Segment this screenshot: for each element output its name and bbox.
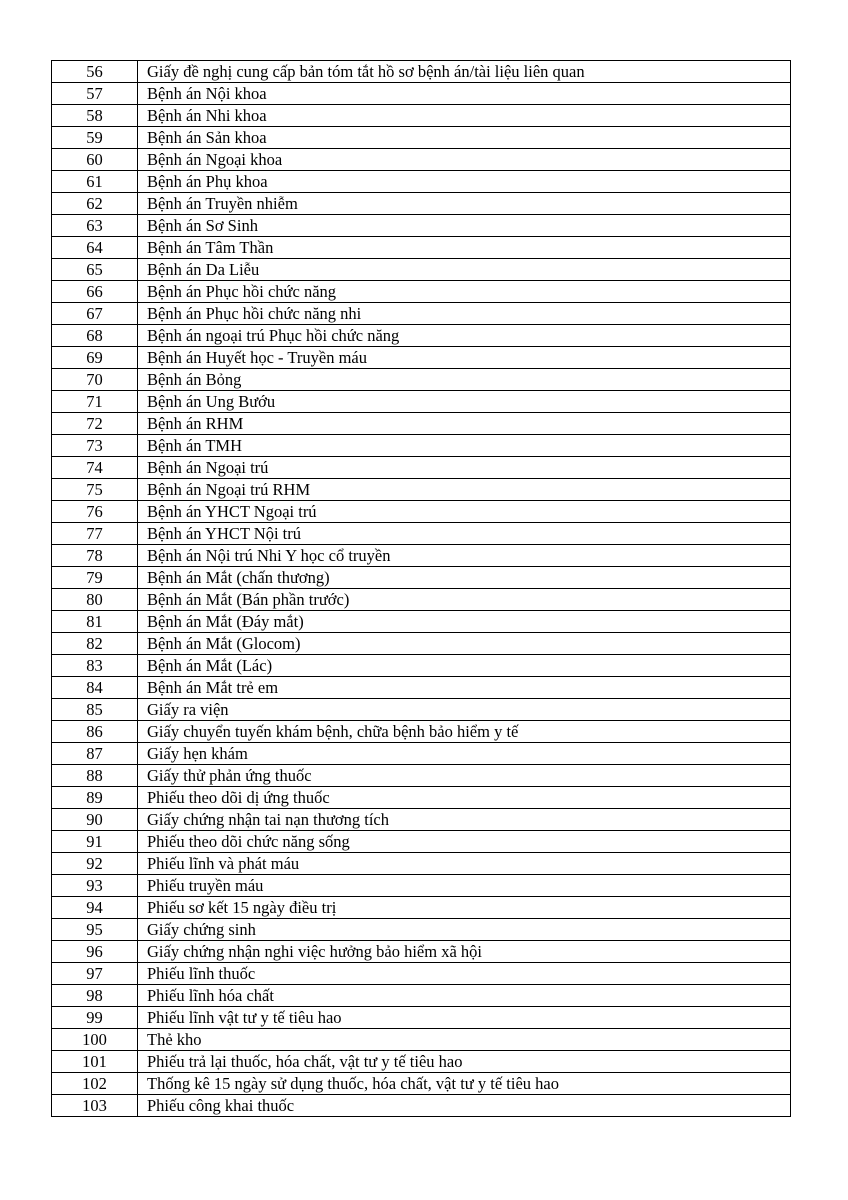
form-name-cell: Bệnh án Sản khoa [138, 127, 791, 149]
row-number-cell: 56 [52, 61, 138, 83]
table-row [52, 699, 791, 721]
table-row [52, 897, 791, 919]
row-number-cell: 66 [52, 281, 138, 303]
table-row [52, 677, 791, 699]
row-number-cell: 61 [52, 171, 138, 193]
row-number-cell: 62 [52, 193, 138, 215]
form-name-cell: Bệnh án YHCT Nội trú [138, 523, 791, 545]
form-name-cell: Bệnh án TMH [138, 435, 791, 457]
form-name-cell: Phiếu theo dõi dị ứng thuốc [138, 787, 791, 809]
form-name-cell: Bệnh án Nội trú Nhi Y học cổ truyền [138, 545, 791, 567]
form-name-cell: Bệnh án Ngoại khoa [138, 149, 791, 171]
table-row [52, 457, 791, 479]
table-row [52, 611, 791, 633]
table-row [52, 325, 791, 347]
table-row [52, 171, 791, 193]
form-name-cell: Giấy hẹn khám [138, 743, 791, 765]
table-row [52, 105, 791, 127]
table-row [52, 413, 791, 435]
form-list-table-body [52, 61, 791, 1117]
table-row [52, 61, 791, 83]
row-number-cell: 93 [52, 875, 138, 897]
table-row [52, 369, 791, 391]
table-row [52, 567, 791, 589]
row-number-cell: 71 [52, 391, 138, 413]
row-number-cell: 88 [52, 765, 138, 787]
form-name-cell: Phiếu truyền máu [138, 875, 791, 897]
row-number-cell: 99 [52, 1007, 138, 1029]
row-number-cell: 73 [52, 435, 138, 457]
row-number-cell: 59 [52, 127, 138, 149]
form-name-cell: Bệnh án Mắt trẻ em [138, 677, 791, 699]
row-number-cell: 78 [52, 545, 138, 567]
form-name-cell: Bệnh án Tâm Thần [138, 237, 791, 259]
row-number-cell: 86 [52, 721, 138, 743]
form-name-cell: Bệnh án Ngoại trú [138, 457, 791, 479]
table-row [52, 985, 791, 1007]
table-row [52, 787, 791, 809]
row-number-cell: 60 [52, 149, 138, 171]
row-number-cell: 92 [52, 853, 138, 875]
row-number-cell: 69 [52, 347, 138, 369]
form-name-cell: Phiếu theo dõi chức năng sống [138, 831, 791, 853]
form-name-cell: Bệnh án Ngoại trú RHM [138, 479, 791, 501]
table-row [52, 479, 791, 501]
table-row [52, 303, 791, 325]
row-number-cell: 58 [52, 105, 138, 127]
form-name-cell: Phiếu trả lại thuốc, hóa chất, vật tư y tế tiêu hao [138, 1051, 791, 1073]
row-number-cell: 89 [52, 787, 138, 809]
table-row [52, 589, 791, 611]
row-number-cell: 94 [52, 897, 138, 919]
form-name-cell: Giấy thử phản ứng thuốc [138, 765, 791, 787]
row-number-cell: 64 [52, 237, 138, 259]
form-name-cell: Bệnh án Phụ khoa [138, 171, 791, 193]
form-name-cell: Bệnh án Sơ Sinh [138, 215, 791, 237]
row-number-cell: 57 [52, 83, 138, 105]
table-row [52, 831, 791, 853]
row-number-cell: 70 [52, 369, 138, 391]
table-row [52, 809, 791, 831]
form-name-cell: Phiếu lĩnh thuốc [138, 963, 791, 985]
table-row [52, 721, 791, 743]
row-number-cell: 96 [52, 941, 138, 963]
table-row [52, 83, 791, 105]
table-row [52, 875, 791, 897]
row-number-cell: 81 [52, 611, 138, 633]
form-name-cell: Giấy chứng nhận tai nạn thương tích [138, 809, 791, 831]
table-row [52, 501, 791, 523]
row-number-cell: 97 [52, 963, 138, 985]
table-row [52, 281, 791, 303]
row-number-cell: 80 [52, 589, 138, 611]
table-row [52, 765, 791, 787]
form-name-cell: Bệnh án Mắt (Bán phần trước) [138, 589, 791, 611]
row-number-cell: 82 [52, 633, 138, 655]
table-row [52, 743, 791, 765]
table-row [52, 1073, 791, 1095]
row-number-cell: 74 [52, 457, 138, 479]
table-row [52, 193, 791, 215]
form-name-cell: Bệnh án Nội khoa [138, 83, 791, 105]
form-name-cell: Bệnh án Phục hồi chức năng [138, 281, 791, 303]
form-name-cell: Bệnh án Phục hồi chức năng nhi [138, 303, 791, 325]
table-row [52, 149, 791, 171]
table-row [52, 853, 791, 875]
row-number-cell: 101 [52, 1051, 138, 1073]
form-name-cell: Bệnh án Ung Bướu [138, 391, 791, 413]
form-name-cell: Phiếu công khai thuốc [138, 1095, 791, 1117]
form-name-cell: Giấy chứng sinh [138, 919, 791, 941]
table-row [52, 941, 791, 963]
form-name-cell: Bệnh án YHCT Ngoại trú [138, 501, 791, 523]
form-name-cell: Bệnh án Huyết học - Truyền máu [138, 347, 791, 369]
form-name-cell: Bệnh án Nhi khoa [138, 105, 791, 127]
table-row [52, 1095, 791, 1117]
row-number-cell: 102 [52, 1073, 138, 1095]
form-name-cell: Phiếu lĩnh và phát máu [138, 853, 791, 875]
form-name-cell: Phiếu sơ kết 15 ngày điều trị [138, 897, 791, 919]
row-number-cell: 77 [52, 523, 138, 545]
table-row [52, 1029, 791, 1051]
table-row [52, 237, 791, 259]
form-name-cell: Bệnh án Truyền nhiễm [138, 193, 791, 215]
table-row [52, 633, 791, 655]
row-number-cell: 83 [52, 655, 138, 677]
form-name-cell: Giấy chứng nhận nghi việc hưởng bảo hiểm xã hội [138, 941, 791, 963]
form-name-cell: Bệnh án RHM [138, 413, 791, 435]
form-name-cell: Thẻ kho [138, 1029, 791, 1051]
table-row [52, 1051, 791, 1073]
row-number-cell: 76 [52, 501, 138, 523]
row-number-cell: 87 [52, 743, 138, 765]
table-row [52, 259, 791, 281]
row-number-cell: 100 [52, 1029, 138, 1051]
row-number-cell: 75 [52, 479, 138, 501]
form-name-cell: Bệnh án Mắt (chấn thương) [138, 567, 791, 589]
row-number-cell: 72 [52, 413, 138, 435]
table-row [52, 655, 791, 677]
row-number-cell: 91 [52, 831, 138, 853]
form-name-cell: Bệnh án Mắt (Glocom) [138, 633, 791, 655]
row-number-cell: 84 [52, 677, 138, 699]
row-number-cell: 95 [52, 919, 138, 941]
table-row [52, 523, 791, 545]
form-name-cell: Bệnh án Bỏng [138, 369, 791, 391]
table-row [52, 1007, 791, 1029]
row-number-cell: 68 [52, 325, 138, 347]
table-row [52, 347, 791, 369]
row-number-cell: 67 [52, 303, 138, 325]
row-number-cell: 65 [52, 259, 138, 281]
row-number-cell: 79 [52, 567, 138, 589]
table-row [52, 963, 791, 985]
form-name-cell: Phiếu lĩnh hóa chất [138, 985, 791, 1007]
table-row [52, 545, 791, 567]
form-name-cell: Giấy đề nghị cung cấp bản tóm tắt hồ sơ bệnh án/tài liệu liên quan [138, 61, 791, 83]
table-row [52, 435, 791, 457]
table-row [52, 215, 791, 237]
table-row [52, 919, 791, 941]
form-name-cell: Bệnh án ngoại trú Phục hồi chức năng [138, 325, 791, 347]
table-row [52, 127, 791, 149]
form-name-cell: Bệnh án Da Liễu [138, 259, 791, 281]
row-number-cell: 103 [52, 1095, 138, 1117]
form-name-cell: Bệnh án Mắt (Đáy mắt) [138, 611, 791, 633]
form-name-cell: Giấy ra viện [138, 699, 791, 721]
table-row [52, 391, 791, 413]
form-list-table [51, 60, 791, 1117]
row-number-cell: 98 [52, 985, 138, 1007]
form-name-cell: Bệnh án Mắt (Lác) [138, 655, 791, 677]
row-number-cell: 63 [52, 215, 138, 237]
row-number-cell: 90 [52, 809, 138, 831]
row-number-cell: 85 [52, 699, 138, 721]
form-name-cell: Thống kê 15 ngày sử dụng thuốc, hóa chất, vật tư y tế tiêu hao [138, 1073, 791, 1095]
form-name-cell: Phiếu lĩnh vật tư y tế tiêu hao [138, 1007, 791, 1029]
form-name-cell: Giấy chuyển tuyến khám bệnh, chữa bệnh bảo hiểm y tế [138, 721, 791, 743]
